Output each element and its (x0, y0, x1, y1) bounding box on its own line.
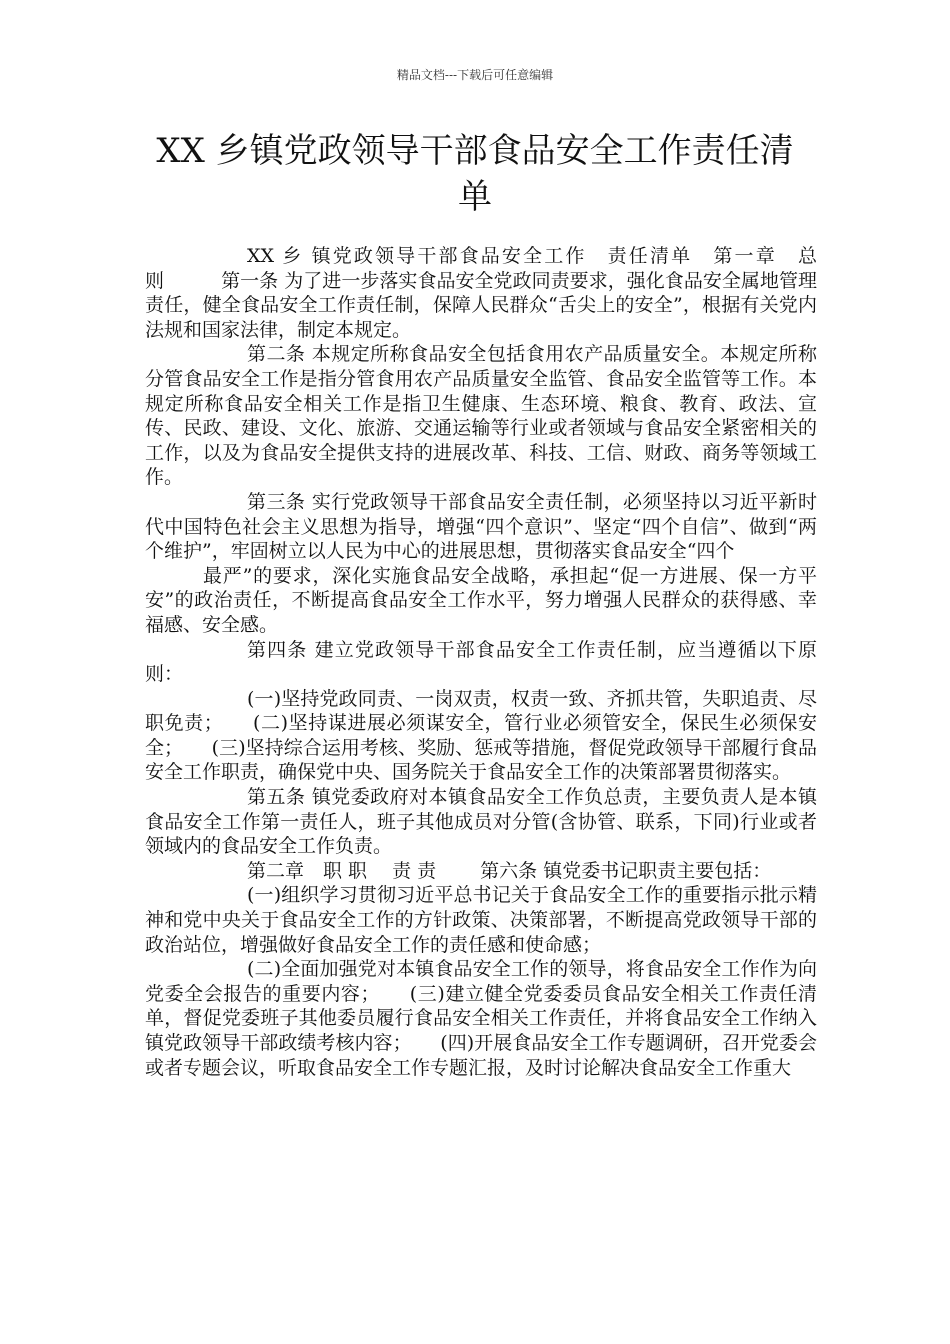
paragraph-article-3: 第三条 实行党政领导干部食品安全责任制，必须坚持以习近平新时代中国特色社会主义思想为指导，增强“四个意识”、坚定“四个自信”、做到“两个维护”，牢固树立以人民为中心的进展思想，贯彻落实食品安全“四个 (145, 490, 817, 563)
paragraph-general-provisions: XX 乡 镇党政领导干部食品安全工作 责任清单 第一章 总 则 第一条 为了进一步落实食品安全党政同责要求，强化食品安全属地管理责任，健全食品安全工作责任制，保障人民群众“舌尖上的安全”，根据有关党内法规和国家法律，制定本规定。 (145, 245, 856, 341)
document-body (145, 244, 856, 1080)
document-title: XX 乡镇党政领导干部食品安全工作责任清单 (156, 131, 794, 217)
paragraph-duty-2-4: (二)全面加强党对本镇食品安全工作的领导，将食品安全工作作为向党委全会报告的重要内容； (三)建立健全党委委员食品安全相关工作责任清单，督促党委班子其他委员履行食品安全相关工作责任，并将食品安全工作纳入镇党政领导干部政绩考核内容； (四)开展食品安全工作专题调研，召开党委会或者专题会议，听取食品安全工作专题汇报，及时讨论解决食品安全工作重大 (145, 958, 817, 1079)
paragraph-principles: (一)坚持党政同责、一岗双责，权责一致、齐抓共管，失职追责、尽职免责； (二)坚持谋进展必须谋安全，管行业必须管安全，保民生必须保安全； (三)坚持综合运用考核、奖励、惩戒等措施，督促党政领导干部履行食品安全工作职责，确保党中央、国务院关于食品安全工作的决策部署贯彻落实。 (145, 687, 817, 784)
paragraph-duty-1: (一)组织学习贯彻习近平总书记关于食品安全工作的重要指示批示精神和党中央关于食品安全工作的方针政策、决策部署，不断提高党政领导干部的政治站位，增强做好食品安全工作的责任感和使命感； (145, 884, 817, 956)
paragraph-article-5: 第五条 镇党委政府对本镇食品安全工作负总责，主要负责人是本镇食品安全工作第一责任人，班子其他成员对分管(含协管、联系，下同)行业或者领域内的食品安全工作负责。 (145, 786, 817, 858)
page-header: 精品文档---下载后可任意编辑 (396, 68, 554, 82)
paragraph-article-2: 第二条 本规定所称食品安全包括食用农产品质量安全。本规定所称分管食品安全工作是指分管食用农产品质量安全监管、食品安全监管等工作。本规定所称食品安全相关工作是指卫生健康、生态环境、粮食、教育、政法、宣传、民政、建设、文化、旅游、交通运输等行业或者领域与食品安全紧密相关的工作，以及为食品安全提供支持的进展改革、科技、工信、财政、商务等领域工作。 (145, 343, 817, 489)
paragraph-article-4: 第四条 建立党政领导干部食品安全工作责任制，应当遵循以下原则： (145, 638, 817, 686)
paragraph-chapter-2: 第二章 职 职 责 责 第六条 镇党委书记职责主要包括： (247, 859, 772, 882)
paragraph-article-3-continued: 最严”的要求，深化实施食品安全战略，承担起“促一方进展、保一方平安”的政治责任，不断提高食品安全工作水平，努力增强人民群众的获得感、幸福感、安全感。 (145, 564, 817, 636)
